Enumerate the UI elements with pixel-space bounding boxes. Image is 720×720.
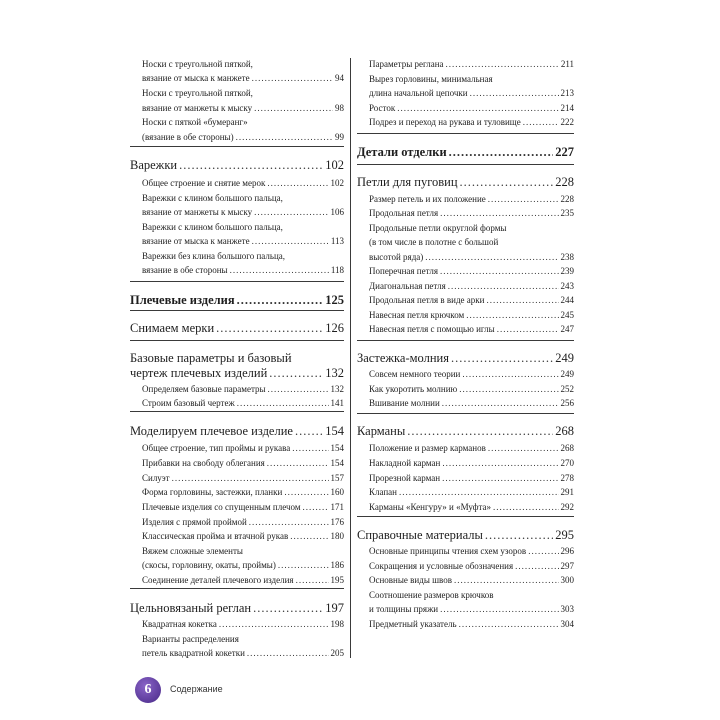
toc-entry-title: Положение и размер карманов — [369, 443, 486, 453]
toc-page-number: 102 — [330, 178, 344, 188]
dot-leader — [449, 145, 554, 160]
toc-page-number: 180 — [330, 531, 344, 541]
toc-entry-title: Общее строение, тип проймы и рукава — [142, 443, 291, 453]
toc-entry-title: Параметры реглана — [369, 59, 444, 69]
toc-entry[interactable] — [130, 575, 344, 585]
toc-group-heading[interactable] — [357, 145, 574, 160]
toc-page-number: 244 — [560, 295, 574, 305]
toc-entry-title: Снимаем мерки — [130, 321, 215, 335]
toc-entry[interactable] — [130, 265, 344, 275]
toc-entry[interactable] — [130, 384, 344, 394]
toc-page-number: 125 — [325, 293, 344, 307]
toc-entry-title: и толщины пряжи — [369, 604, 439, 614]
section-rule — [357, 413, 574, 414]
dot-leader — [269, 366, 323, 381]
toc-page-number: 252 — [560, 384, 574, 394]
toc-page-number: 176 — [330, 517, 344, 527]
toc-entry[interactable] — [130, 634, 344, 644]
toc-page-number: 304 — [560, 619, 574, 629]
toc-entry[interactable] — [357, 443, 574, 453]
toc-page-number: 157 — [330, 473, 344, 483]
dot-leader — [172, 473, 329, 483]
dot-leader — [216, 321, 323, 336]
toc-page-number: 94 — [335, 73, 344, 83]
toc-entry-title: Квадратная кокетка — [142, 619, 217, 629]
toc-entry-title: Основные принципы чтения схем узоров — [369, 546, 527, 556]
dot-leader — [397, 103, 558, 113]
toc-entry[interactable] — [130, 546, 344, 556]
toc-entry-title: Вшивание молнии — [369, 398, 440, 408]
toc-entry-title: высотой ряда) — [369, 252, 424, 262]
toc-entry-title: Строим базовый чертеж — [142, 398, 235, 408]
toc-entry-title: длина начальной цепочки — [369, 88, 468, 98]
toc-page-number: 245 — [560, 310, 574, 320]
toc-entry-title: Размер петель и их положение — [369, 194, 486, 204]
toc-page-number: 198 — [330, 619, 344, 629]
dot-leader — [493, 502, 559, 512]
toc-page-number: 213 — [560, 88, 574, 98]
toc-page-number: 238 — [560, 252, 574, 262]
section-rule — [357, 164, 574, 165]
toc-page-number: 300 — [560, 575, 574, 585]
dot-leader — [254, 103, 333, 113]
section-rule — [130, 588, 344, 589]
toc-page-number: 228 — [555, 175, 574, 189]
dot-leader — [451, 351, 553, 366]
toc-section-entry[interactable] — [130, 601, 344, 616]
section-rule — [357, 516, 574, 517]
toc-entry-title: Варежки с клином большого пальца, — [142, 193, 283, 203]
toc-page-number: 303 — [560, 604, 574, 614]
toc-entry-title: вязание от манжеты к мыску — [142, 207, 253, 217]
dot-leader — [268, 384, 329, 394]
toc-section-entry[interactable] — [130, 424, 344, 439]
toc-page-number: 227 — [555, 145, 574, 159]
dot-leader — [292, 443, 328, 453]
toc-entry-title: вязание от манжеты к мыску — [142, 103, 253, 113]
section-rule — [130, 310, 344, 311]
toc-entry-title: Базовые параметры и базовый — [130, 351, 292, 365]
section-rule — [357, 340, 574, 341]
toc-entry-title: Цельновязаный реглан — [130, 601, 252, 615]
toc-section-entry[interactable] — [130, 158, 344, 173]
dot-leader — [252, 236, 329, 246]
toc-entry-title: Прибавки на свободу облегания — [142, 458, 265, 468]
toc-page-number: 171 — [330, 502, 344, 512]
toc-entry[interactable] — [357, 59, 574, 69]
dot-leader — [237, 293, 324, 308]
toc-entry-title: петель квадратной кокетки — [142, 648, 245, 658]
section-rule — [357, 133, 574, 134]
dot-leader — [470, 88, 559, 98]
toc-entry[interactable] — [357, 74, 574, 84]
toc-entry-title: Вяжем сложные элементы — [142, 546, 243, 556]
toc-page-number: 141 — [330, 398, 344, 408]
toc-entry-title: Навесная петля крючком — [369, 310, 465, 320]
toc-entry[interactable] — [357, 458, 574, 468]
toc-page-number: 268 — [560, 443, 574, 453]
toc-page-number: 256 — [560, 398, 574, 408]
toc-entry-title: Совсем немного теории — [369, 369, 461, 379]
toc-entry-title: вязание от мыска к манжете — [142, 236, 250, 246]
dot-leader — [295, 424, 323, 439]
toc-page-number: 295 — [555, 528, 574, 542]
toc-entry-title: Вырез горловины, минимальная — [369, 74, 493, 84]
toc-entry-title: Варианты распределения — [142, 634, 239, 644]
toc-entry[interactable] — [130, 222, 344, 232]
section-rule — [130, 340, 344, 341]
dot-leader — [179, 158, 323, 173]
dot-leader — [488, 194, 559, 204]
dot-leader — [267, 178, 328, 188]
page-number-badge: 6 — [135, 677, 161, 703]
toc-page-number: 268 — [555, 424, 574, 438]
toc-page-number: 102 — [325, 158, 344, 172]
toc-entry[interactable] — [357, 310, 574, 320]
toc-entry-title: Клапан — [369, 487, 397, 497]
toc-entry-title: Изделия с прямой проймой — [142, 517, 247, 527]
toc-section-entry[interactable] — [130, 366, 344, 381]
dot-leader — [459, 619, 559, 629]
dot-leader — [249, 517, 329, 527]
toc-entry[interactable] — [130, 132, 344, 142]
toc-entry[interactable] — [357, 194, 574, 204]
dot-leader — [296, 575, 329, 585]
footer-section-label: Содержание — [170, 684, 223, 694]
toc-page-number: 291 — [560, 487, 574, 497]
dot-leader — [230, 265, 329, 275]
toc-entry-title: вязание от мыска к манжете — [142, 73, 250, 83]
toc-group-heading[interactable] — [130, 293, 344, 308]
toc-entry-title: Подрез и переход на рукава и туловище — [369, 117, 521, 127]
toc-page-number: 296 — [560, 546, 574, 556]
toc-entry-title: Продольная петля — [369, 208, 439, 218]
toc-entry-title: Варежки с клином большого пальца, — [142, 222, 283, 232]
toc-page-number: 195 — [330, 575, 344, 585]
toc-page-number: 126 — [325, 321, 344, 335]
toc-page-number: 228 — [560, 194, 574, 204]
dot-leader — [454, 575, 559, 585]
toc-entry-title: Основные виды швов — [369, 575, 452, 585]
toc-entry[interactable] — [130, 502, 344, 512]
toc-entry[interactable] — [357, 590, 574, 600]
toc-entry[interactable] — [130, 648, 344, 658]
toc-entry[interactable] — [130, 193, 344, 203]
toc-entry[interactable] — [130, 103, 344, 113]
toc-entry[interactable] — [357, 384, 574, 394]
toc-section-entry[interactable] — [130, 321, 344, 336]
toc-page-number: 118 — [330, 265, 344, 275]
toc-page-number: 222 — [560, 117, 574, 127]
toc-page-number: 106 — [330, 207, 344, 217]
toc-entry[interactable] — [130, 517, 344, 527]
dot-leader — [399, 487, 559, 497]
toc-entry[interactable] — [357, 295, 574, 305]
dot-leader — [442, 473, 558, 483]
toc-entry[interactable] — [357, 208, 574, 218]
dot-leader — [460, 175, 554, 190]
toc-section-entry[interactable] — [130, 351, 344, 366]
dot-leader — [254, 207, 328, 217]
toc-entry[interactable] — [357, 619, 574, 629]
toc-entry[interactable] — [130, 178, 344, 188]
dot-leader — [284, 487, 328, 497]
toc-entry[interactable] — [357, 473, 574, 483]
toc-entry[interactable] — [130, 251, 344, 261]
toc-entry[interactable] — [357, 103, 574, 113]
dot-leader — [515, 561, 558, 571]
dot-leader — [462, 369, 558, 379]
toc-entry[interactable] — [357, 369, 574, 379]
toc-entry-title: Справочные материалы — [357, 528, 483, 542]
toc-entry[interactable] — [357, 398, 574, 408]
toc-entry-title: Определяем базовые параметры — [142, 384, 266, 394]
toc-page-number: 154 — [330, 443, 344, 453]
toc-page-number: 297 — [560, 561, 574, 571]
toc-entry-title: Классическая пройма и втачной рукав — [142, 531, 289, 541]
dot-leader — [523, 117, 559, 127]
toc-entry-title: Форма горловины, застежки, планки — [142, 487, 283, 497]
toc-entry-title: Общее строение и снятие мерок — [142, 178, 266, 188]
toc-entry[interactable] — [357, 117, 574, 127]
toc-entry-title: Застежка-молния — [357, 351, 449, 365]
toc-entry[interactable] — [130, 398, 344, 408]
dot-leader — [459, 384, 558, 394]
dot-leader — [278, 560, 329, 570]
dot-leader — [407, 424, 553, 439]
toc-entry-title: Плечевые изделия со спущенным плечом — [142, 502, 301, 512]
toc-entry-title: Продольные петли округлой формы — [369, 223, 507, 233]
toc-page-number: 243 — [560, 281, 574, 291]
toc-entry-title: Силуэт — [142, 473, 170, 483]
toc-page-number: 278 — [560, 473, 574, 483]
toc-entry-title: Диагональная петля — [369, 281, 446, 291]
toc-entry[interactable] — [357, 324, 574, 334]
toc-entry[interactable] — [357, 266, 574, 276]
toc-entry[interactable] — [357, 487, 574, 497]
toc-page-number: 247 — [560, 324, 574, 334]
dot-leader — [448, 281, 559, 291]
dot-leader — [466, 310, 558, 320]
toc-entry[interactable] — [357, 252, 574, 262]
toc-page-number: 154 — [330, 458, 344, 468]
toc-entry-title: Соотношение размеров крючков — [369, 590, 494, 600]
toc-entry[interactable] — [130, 88, 344, 98]
toc-page-number: 132 — [330, 384, 344, 394]
toc-page-number: 249 — [555, 351, 574, 365]
toc-entry[interactable] — [130, 619, 344, 629]
section-rule — [130, 411, 344, 412]
toc-entry-title: Карманы «Кенгуру» и «Муфта» — [369, 502, 491, 512]
dot-leader — [236, 132, 333, 142]
toc-section-entry[interactable] — [357, 351, 574, 366]
toc-entry[interactable] — [130, 458, 344, 468]
toc-entry[interactable] — [130, 73, 344, 83]
toc-entry-title: Носки с треугольной пяткой, — [142, 59, 253, 69]
dot-leader — [528, 546, 558, 556]
toc-entry-title: Прорезной карман — [369, 473, 441, 483]
section-rule — [130, 281, 344, 282]
toc-page-number: 205 — [330, 648, 344, 658]
toc-entry[interactable] — [130, 117, 344, 127]
toc-entry-title: Носки с треугольной пяткой, — [142, 88, 253, 98]
toc-entry[interactable] — [357, 237, 574, 247]
toc-entry-title: (в том числе в полотне с большой — [369, 237, 499, 247]
toc-entry[interactable] — [357, 281, 574, 291]
toc-entry-title: Предметный указатель — [369, 619, 457, 629]
toc-entry-title: Поперечная петля — [369, 266, 438, 276]
toc-entry[interactable] — [130, 236, 344, 246]
toc-entry[interactable] — [357, 604, 574, 614]
toc-page-number: 160 — [330, 487, 344, 497]
toc-entry[interactable] — [130, 487, 344, 497]
toc-entry-title: Плечевые изделия — [130, 293, 235, 307]
dot-leader — [442, 398, 559, 408]
toc-entry-title: Накладной карман — [369, 458, 441, 468]
toc-entry[interactable] — [130, 560, 344, 570]
toc-entry[interactable] — [357, 546, 574, 556]
toc-entry-title: (вязание в обе стороны) — [142, 132, 234, 142]
toc-page-number: 132 — [325, 366, 344, 380]
dot-leader — [485, 528, 553, 543]
dot-leader — [253, 601, 323, 616]
toc-entry-title: Варежки — [130, 158, 178, 172]
toc-entry-title: Детали отделки — [357, 145, 447, 159]
toc-page-number: 98 — [335, 103, 344, 113]
toc-page-number: 292 — [560, 502, 574, 512]
toc-page-number: 270 — [560, 458, 574, 468]
toc-entry[interactable] — [130, 531, 344, 541]
toc-entry[interactable] — [357, 561, 574, 571]
toc-entry-title: (скосы, горловину, окаты, проймы) — [142, 560, 276, 570]
toc-entry-title: Варежки без клина большого пальца, — [142, 251, 286, 261]
toc-entry-title: Моделируем плечевое изделие — [130, 424, 293, 438]
toc-entry[interactable] — [357, 88, 574, 98]
toc-page-number: 186 — [330, 560, 344, 570]
dot-leader — [425, 252, 558, 262]
dot-leader — [237, 398, 329, 408]
dot-leader — [486, 295, 558, 305]
toc-entry-title: Соединение деталей плечевого изделия — [142, 575, 294, 585]
toc-entry[interactable] — [130, 59, 344, 69]
toc-entry[interactable] — [130, 473, 344, 483]
toc-section-entry[interactable] — [357, 175, 574, 190]
toc-entry[interactable] — [130, 207, 344, 217]
toc-entry-title: Навесная петля с помощью иглы — [369, 324, 495, 334]
dot-leader — [440, 208, 558, 218]
toc-page-number: 154 — [325, 424, 344, 438]
dot-leader — [442, 458, 558, 468]
toc-entry-title: Как укоротить молнию — [369, 384, 458, 394]
toc-page-number: 249 — [560, 369, 574, 379]
toc-entry[interactable] — [357, 223, 574, 233]
toc-section-entry[interactable] — [357, 424, 574, 439]
toc-page-number: 235 — [560, 208, 574, 218]
dot-leader — [440, 266, 559, 276]
toc-entry-title: чертеж плечевых изделий — [130, 366, 268, 380]
toc-entry[interactable] — [357, 575, 574, 585]
dot-leader — [446, 59, 559, 69]
dot-leader — [488, 443, 559, 453]
column-divider — [350, 58, 351, 658]
toc-page-number: 239 — [560, 266, 574, 276]
dot-leader — [497, 324, 559, 334]
toc-entry-title: Росток — [369, 103, 396, 113]
toc-page-number: 211 — [560, 59, 574, 69]
toc-page-number: 214 — [560, 103, 574, 113]
toc-section-entry[interactable] — [357, 528, 574, 543]
dot-leader — [252, 73, 333, 83]
toc-entry-title: Продольная петля в виде арки — [369, 295, 485, 305]
dot-leader — [440, 604, 558, 614]
dot-leader — [303, 502, 329, 512]
toc-entry-title: Карманы — [357, 424, 406, 438]
dot-leader — [219, 619, 329, 629]
toc-entry-title: вязание в обе стороны — [142, 265, 228, 275]
toc-entry-title: Носки с пяткой «бумеранг» — [142, 117, 248, 127]
dot-leader — [247, 648, 329, 658]
toc-page-number: 99 — [335, 132, 344, 142]
toc-entry[interactable] — [357, 502, 574, 512]
section-rule — [130, 146, 344, 147]
toc-page-number: 113 — [330, 236, 344, 246]
toc-entry-title: Петли для пуговиц — [357, 175, 458, 189]
toc-page-number: 197 — [325, 601, 344, 615]
dot-leader — [267, 458, 329, 468]
dot-leader — [290, 531, 328, 541]
toc-entry-title: Сокращения и условные обозначения — [369, 561, 514, 571]
toc-entry[interactable] — [130, 443, 344, 453]
